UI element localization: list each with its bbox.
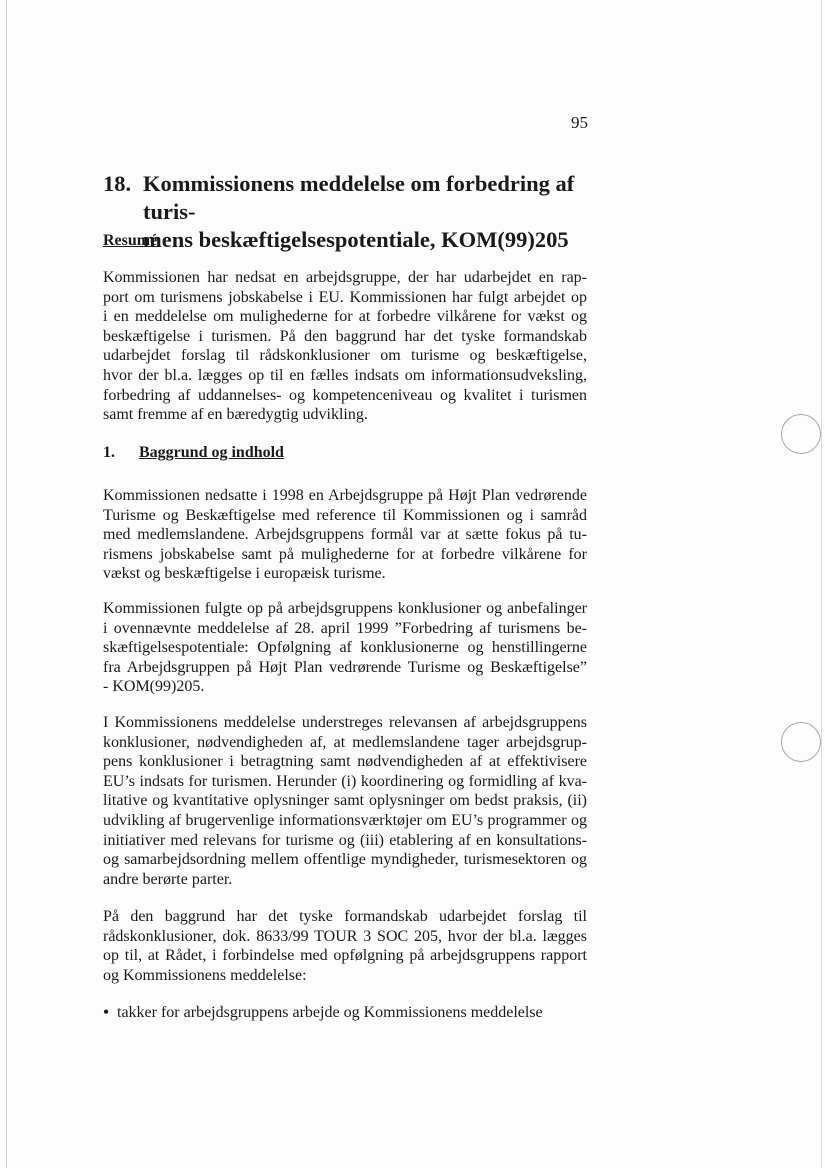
text-line: fra Arbejdsgruppen på Højt Plan vedrørende Turisme og Beskæftigelse” (103, 658, 587, 676)
chapter-title-line-2: mens beskæftigelsespotentiale, KOM(99)205 (143, 227, 569, 252)
text-line: På den baggrund har det tyske formandskab udarbejdet forslag til (103, 908, 587, 925)
text-line: rismens jobskabelse samt på mulighederne for at forbedre vilkårene for (103, 545, 587, 563)
text-line: skæftigelsespotentiale: Opfølgning af konklusionerne og henstillingerne (103, 639, 587, 657)
text-line: EU’s indsats for turismen. Herunder (i) koordinering og formidling af kva- (103, 772, 587, 790)
section-heading (103, 444, 284, 462)
text-line: og samarbejdsordning mellem offentlige myndigheder, turismesektoren og (103, 851, 587, 869)
text-line: beskæftigelse i turismen. På den baggrund har det tyske formandskab (103, 327, 587, 345)
text-line: rådskonklusioner, dok. 8633/99 TOUR 3 SOC 205, hvor der bl.a. lægges (103, 927, 587, 945)
page-number: 95 (571, 113, 588, 132)
section-number: 1. (103, 444, 115, 461)
page-edge-right (821, 0, 822, 1168)
text-line: vækst og beskæftigelse i europæisk turisme. (103, 565, 386, 583)
chapter-heading (103, 170, 603, 254)
text-line: udarbejdet forslag til rådskonklusioner om turisme og beskæftigelse, (103, 347, 587, 365)
text-line: konklusioner, nødvendigheden af, at medlemslandene tager arbejdsgrup- (103, 733, 587, 751)
text-line: hvor der bl.a. lægges op til en fælles indsats om informationsudveksling, (103, 366, 587, 384)
text-line: udvikling af brugervenlige informationsværktøjer om EU’s programmer og (103, 811, 587, 829)
chapter-title-line-1: Kommissionens meddelelse om forbedring af turis- (143, 171, 575, 224)
punch-hole-top (781, 414, 821, 454)
punch-hole-bottom (781, 722, 821, 762)
text-line: Kommissionen fulgte op på arbejdsgruppens konklusioner og anbefalinger (103, 600, 587, 617)
text-line: Kommissionen har nedsat en arbejdsgruppe, der har udarbejdet en rap- (103, 269, 587, 286)
text-line: op til, at Rådet, i forbindelse med opfølgning på arbejdsgruppens rapport (103, 947, 587, 965)
body-paragraph (103, 486, 587, 584)
resume-paragraph (103, 268, 587, 425)
body-paragraph (103, 713, 587, 889)
text-line: samt fremme af en bæredygtig udvikling. (103, 406, 368, 424)
bullet-symbol: • (103, 1004, 109, 1021)
bullet-text: takker for arbejdsgruppens arbejde og Kommissionens meddelelse (117, 1004, 543, 1021)
page-edge-left (6, 0, 7, 1168)
text-line: i ovennævnte meddelelse af 28. april 1999 ”Forbedring af turismens be- (103, 619, 587, 637)
body-paragraph (103, 599, 587, 697)
text-line: andre berørte parter. (103, 870, 233, 888)
text-line: i en meddelelse om mulighederne for at forbedre vilkårene for vækst og (103, 308, 587, 326)
text-line: - KOM(99)205. (103, 678, 205, 696)
text-line: Turisme og Beskæftigelse med reference til Kommissionen og i samråd (103, 506, 587, 524)
text-line: initiativer med relevans for turisme og (iii) etablering af en konsultations- (103, 831, 587, 849)
text-line: litative og kvantitative oplysninger samt oplysninger om bedst praksis, (ii) (103, 792, 587, 810)
text-line: pens konklusioner i betragtning samt nødvendigheden af at effektivisere (103, 753, 587, 771)
text-line: forbedring af uddannelses- og kompetenceniveau og kvalitet i turismen (103, 386, 587, 404)
bullet-list-item (95, 1003, 543, 1023)
text-line: port om turismens jobskabelse i EU. Kommissionen har fulgt arbejdet op (103, 288, 587, 306)
text-line: Kommissionen nedsatte i 1998 en Arbejdsgruppe på Højt Plan vedrørende (103, 487, 587, 504)
resume-heading: Resumé (103, 232, 158, 249)
body-paragraph (103, 907, 587, 985)
chapter-number: 18. (103, 171, 132, 196)
text-line: med medlemslandene. Arbejdsgruppens formål var at sætte fokus på tu- (103, 526, 587, 544)
text-line: I Kommissionens meddelelse understreges relevansen af arbejdsgruppens (103, 714, 587, 731)
text-line: og Kommissionens meddelelse: (103, 966, 307, 984)
section-title: Baggrund og indhold (139, 444, 284, 461)
